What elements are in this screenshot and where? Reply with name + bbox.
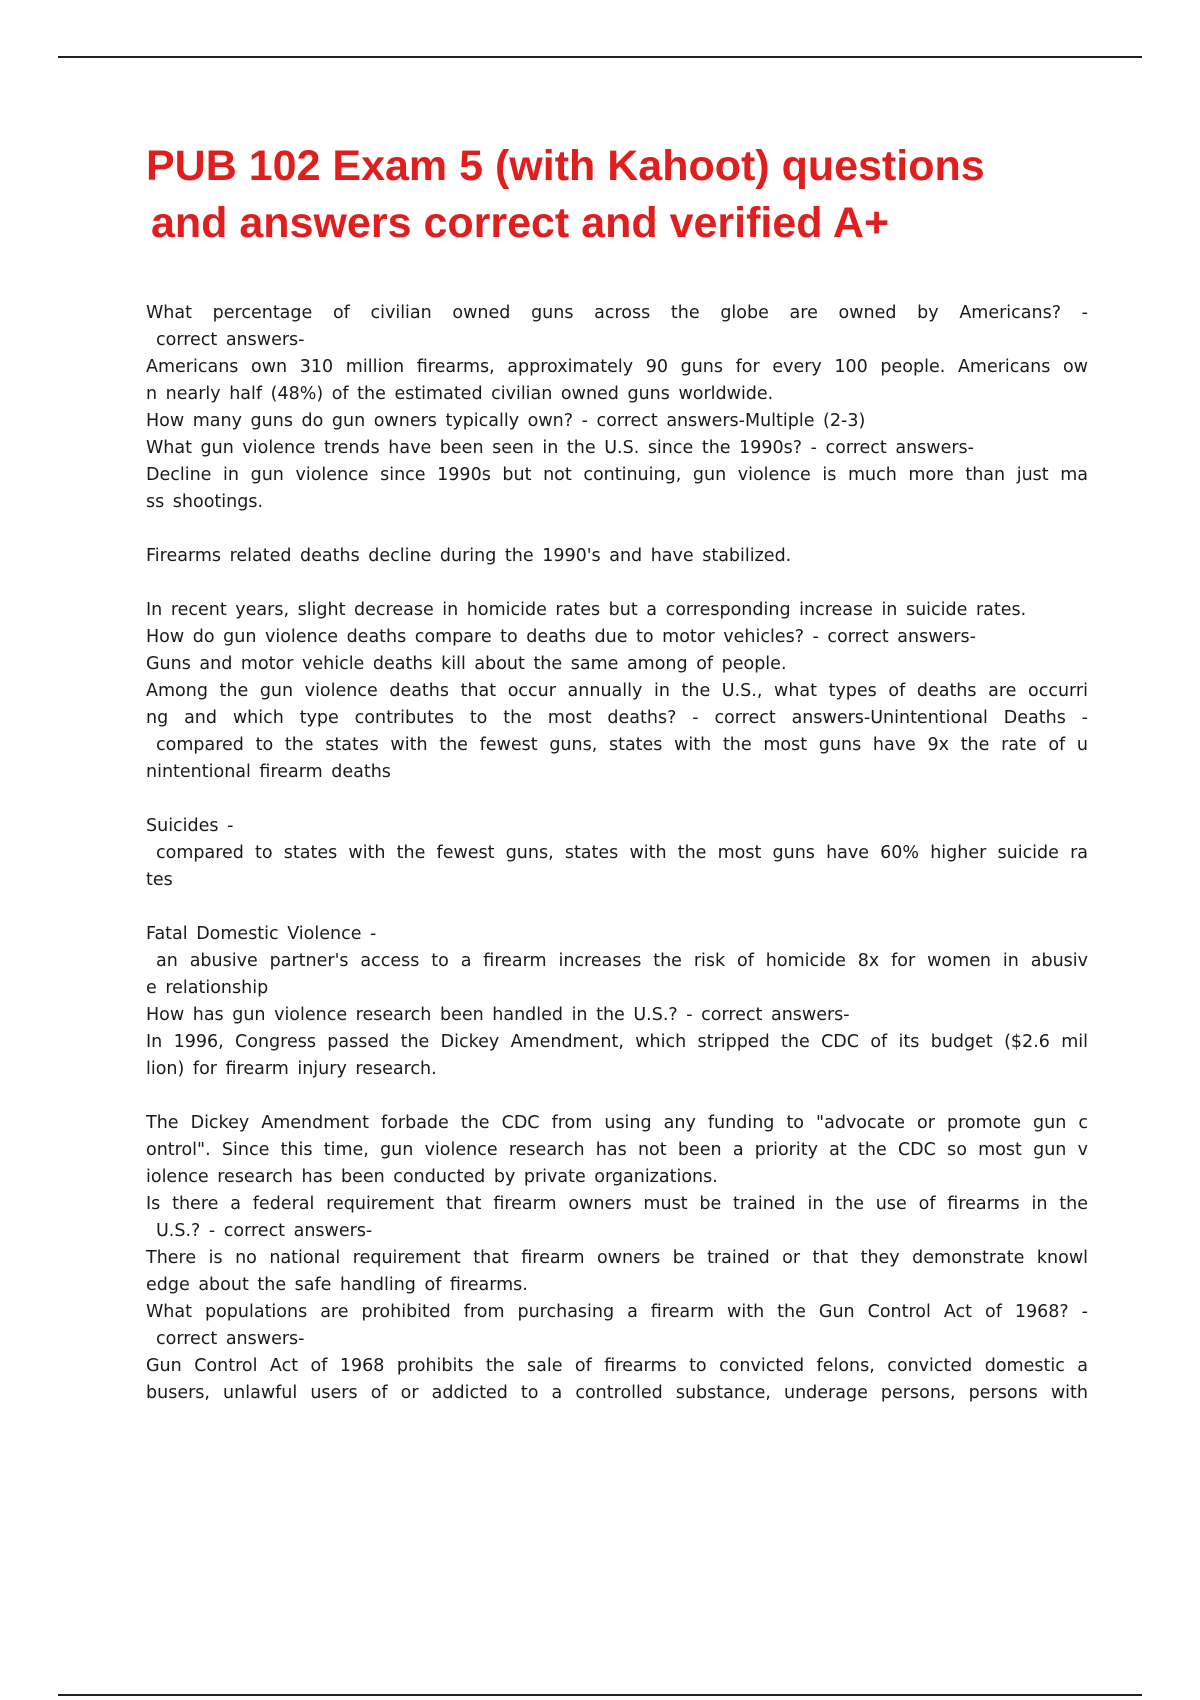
text-line: edge about the safe handling of firearms. [146,1275,528,1295]
text-line: lion) for firearm injury research. [146,1059,437,1079]
text-line: In recent years, slight decrease in homicide rates but a corresponding increase in suicide rates. [146,600,1027,620]
text-line: busers, unlawful users of or addicted to a controlled substance, underage persons, persons with [146,1383,1088,1403]
text-line: Gun Control Act of 1968 prohibits the sale of firearms to convicted felons, convicted domestic a [146,1356,1088,1376]
text-line: ss shootings. [146,492,264,512]
document-title-line: PUB 102 Exam 5 (with Kahoot) questions [146,142,985,190]
paragraph-gap [146,894,1088,921]
text-line: What gun violence trends have been seen in the U.S. since the 1990s? - correct answers- [146,438,974,458]
text-line: Is there a federal requirement that firearm owners must be trained in the use of firearms in the [146,1194,1088,1214]
text-line: iolence research has been conducted by private organizations. [146,1167,718,1187]
document-body [146,300,1088,1407]
document-title-line: and answers correct and verified A+ [151,199,890,247]
text-line: ng and which type contributes to the most deaths? - correct answers-Unintentional Deaths - [146,708,1088,728]
text-line: Firearms related deaths decline during the 1990's and have stabilized. [146,546,792,566]
text-line: compared to the states with the fewest guns, states with the most guns have 9x the rate of u [156,735,1088,755]
text-line: e relationship [146,978,269,998]
paragraph-gap [146,570,1088,597]
text-line: an abusive partner's access to a firearm increases the risk of homicide 8x for women in abusiv [156,951,1088,971]
text-line: n nearly half (48%) of the estimated civilian owned guns worldwide. [146,384,774,404]
paragraph-gap [146,1083,1088,1110]
text-line: What populations are prohibited from purchasing a firearm with the Gun Control Act of 1968? - [146,1302,1088,1322]
text-line: Decline in gun violence since 1990s but not continuing, gun violence is much more than just ma [146,465,1088,485]
text-line: Among the gun violence deaths that occur annually in the U.S., what types of deaths are occurri [146,681,1088,701]
text-line: Fatal Domestic Violence - [146,924,377,944]
document-page [146,138,1088,1407]
text-line: What percentage of civilian owned guns across the globe are owned by Americans? - [146,303,1088,323]
paragraph-gap [146,786,1088,813]
text-line: Guns and motor vehicle deaths kill about the same among of people. [146,654,787,674]
text-line: compared to states with the fewest guns, states with the most guns have 60% higher suicide ra [156,843,1088,863]
text-line: tes [146,870,173,890]
text-line: How has gun violence research been handled in the U.S.? - correct answers- [146,1005,850,1025]
text-line: U.S.? - correct answers- [156,1221,373,1241]
paragraph-gap [146,516,1088,543]
text-line: In 1996, Congress passed the Dickey Amendment, which stripped the CDC of its budget ($2.6 mil [146,1032,1088,1052]
text-line: Americans own 310 million firearms, approximately 90 guns for every 100 people. Americans ow [146,357,1088,377]
text-line: ontrol". Since this time, gun violence research has not been a priority at the CDC so most gun v [146,1140,1088,1160]
text-line: correct answers- [156,330,305,350]
text-line: There is no national requirement that firearm owners be trained or that they demonstrate knowl [146,1248,1088,1268]
text-line: The Dickey Amendment forbade the CDC from using any funding to "advocate or promote gun c [146,1113,1088,1133]
text-line: correct answers- [156,1329,305,1349]
text-line: How many guns do gun owners typically own? - correct answers-Multiple (2-3) [146,411,866,431]
bottom-rule [58,1694,1142,1696]
text-line: nintentional firearm deaths [146,762,391,782]
document-title [146,138,1088,252]
text-line: Suicides - [146,816,234,836]
top-rule [58,56,1142,58]
text-line: How do gun violence deaths compare to deaths due to motor vehicles? - correct answers- [146,627,976,647]
